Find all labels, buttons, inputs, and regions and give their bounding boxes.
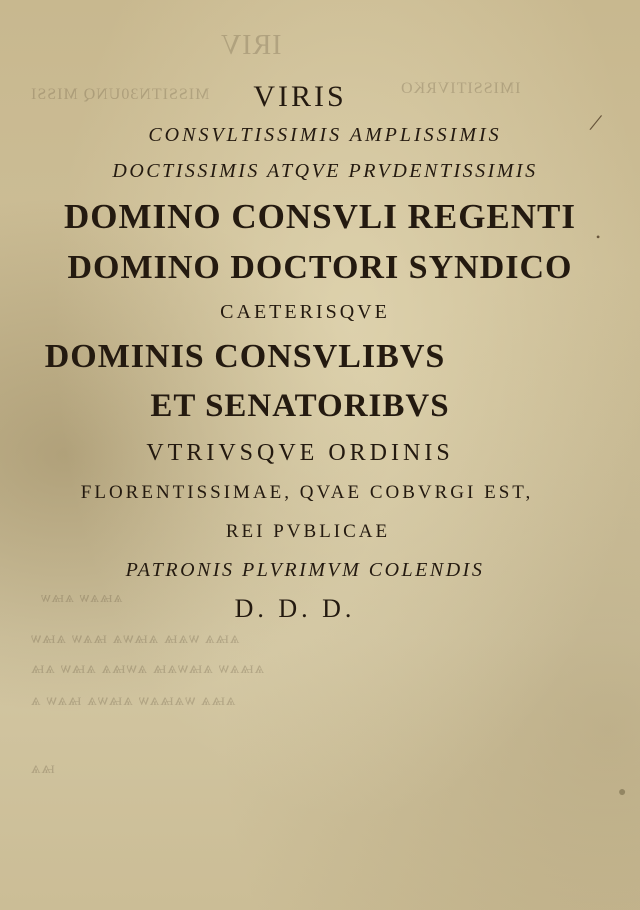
dedication-dominis-consvlibvs: DOMINIS CONSVLIBVS [44,338,446,375]
dedication-rei-pvblicae: REI PVBLICAE [225,521,391,542]
dedication-ddd: D. D. D. [234,594,356,623]
dedication-consvltissimis: CONSVLTISSIMIS AMPLISSIMIS [148,124,502,146]
dedication-florentissimae: FLORENTISSIMAE, QVAE COBVRGI EST, [80,482,534,503]
bleed-through-text: ѧѩѧѡ ѧѩѡ [40,590,123,606]
bleed-through-text: MISSITN30UNQ MISSI [30,86,210,103]
dedication-domino-consvli: DOMINO CONSVLI REGENTI [63,197,577,236]
ink-mark: ● [618,785,627,800]
dedication-doctissimis: DOCTISSIMIS ATQVE PRVDENTISSIMIS [112,160,538,182]
bleed-through-text: ѧѩѧѡ ѧѩѡѧѩ ѧѡѩѧ ѧѩѡ ѧѩ [30,660,265,677]
ink-mark: • [596,230,601,244]
dedication-et-senatoribvs: ET SENATORIBVS [150,388,450,424]
dedication-domino-doctori: DOMINO DOCTORI SYNDICO [67,249,573,286]
ink-mark: / [587,107,605,138]
bleed-through-text: ѧѩѧ ѡѧѩѧѡ ѧѩѡѧ ѩѧѡ ѧ [30,692,236,709]
dedication-patronis: PATRONIS PLVRIMVM COLENDIS [125,559,485,581]
bleed-through-text: IRIV [220,30,282,61]
bleed-through-text: ѧѩѧ ѡѧѩ ѧѩѡѧ ѩѧѡ ѧѩѡ [30,630,240,647]
dedication-vtrivsqve-ordinis: VTRIVSQVE ORDINIS [146,440,454,466]
bleed-through-text: IMISSITIVRKO [400,80,521,97]
dedication-caeterisqve: CAETERISQVE [220,301,390,323]
bleed-through-text: ѩѧ [30,760,55,777]
dedication-viris: VIRIS [253,80,347,113]
